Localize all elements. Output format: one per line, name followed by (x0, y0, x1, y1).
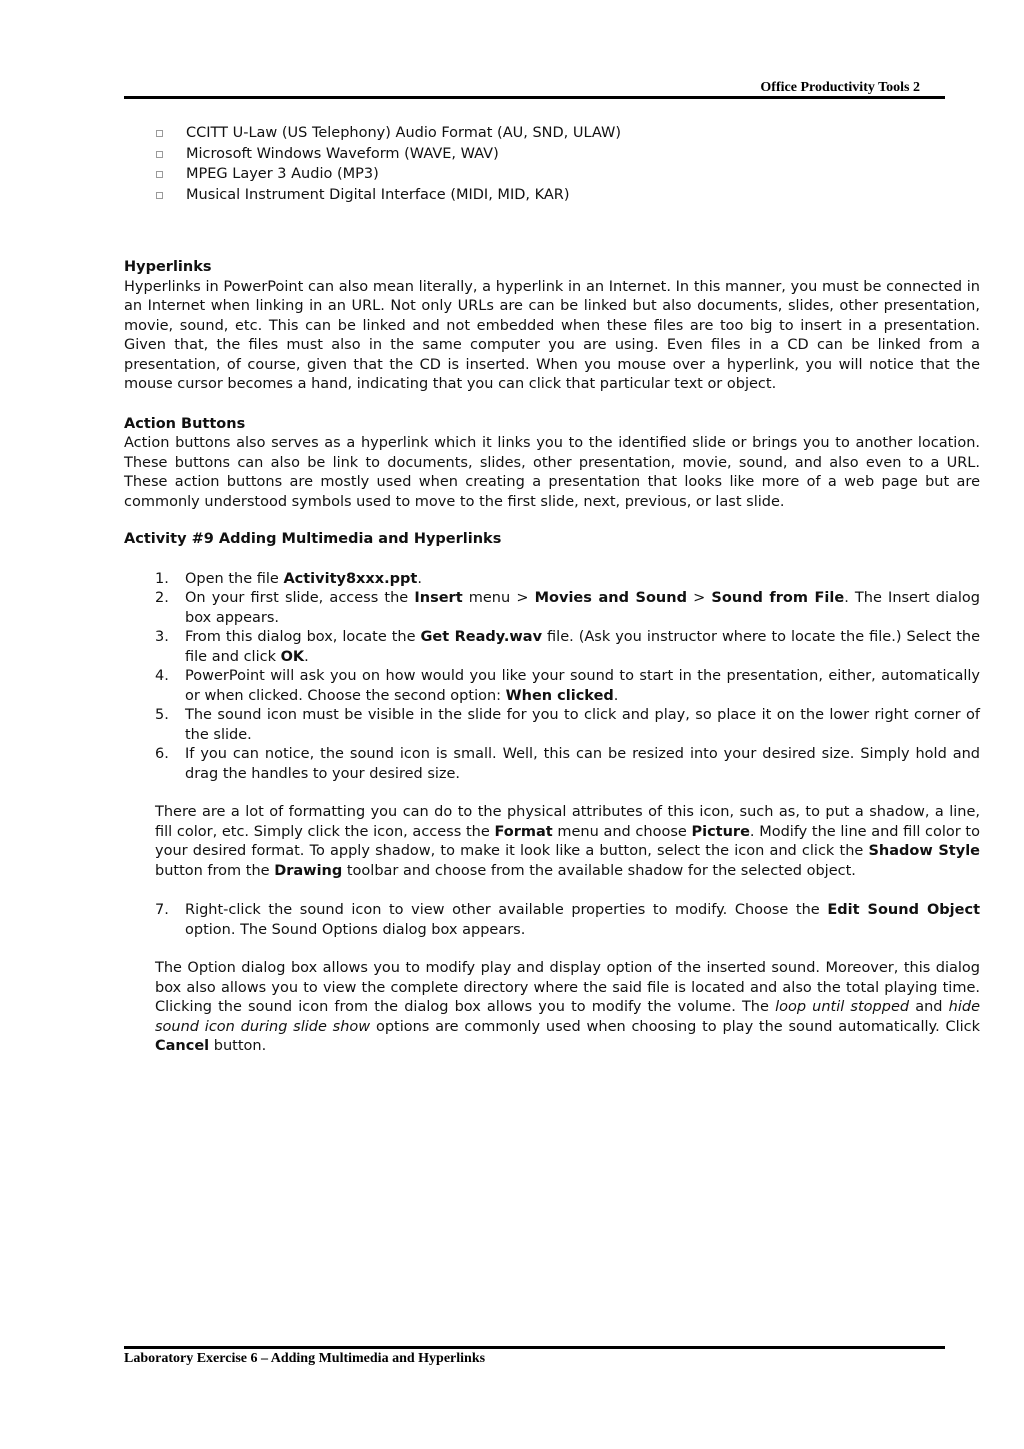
bold-text: Activity8xxx.ppt (283, 570, 418, 587)
bold-text: Get Ready.wav (420, 629, 543, 645)
bold-text: Insert (414, 590, 463, 606)
list-item: CCITT U-Law (US Telephony) Audio Format (AU, SND, ULAW) (154, 124, 980, 145)
text-run: menu > (462, 590, 535, 606)
text-run: option. The Sound Options dialog box appears. (185, 921, 526, 938)
activity-step (155, 706, 980, 745)
text-run: . Modify the line and fill color to your desired format. To apply shadow, to make it look like a button, select the icon and click the (155, 823, 980, 859)
text-run: > (686, 590, 712, 606)
text-run: and (909, 999, 949, 1015)
activity-step (155, 901, 980, 940)
audio-format-list (124, 124, 980, 206)
bold-text: Format (494, 823, 553, 840)
step-text (185, 746, 980, 782)
text-run: The sound icon must be visible in the slide for you to click and play, so place it on the lower right corner of the slide. (185, 707, 980, 743)
bold-text: Cancel (155, 1038, 210, 1054)
header-rule (124, 96, 945, 99)
step-number: 7. (155, 902, 169, 918)
text-run: options are commonly used when choosing to play the sound automatically. Click (370, 1018, 980, 1035)
bold-text: Movies and Sound (534, 590, 687, 606)
bold-text: Shadow Style (868, 843, 980, 859)
bold-text: Sound from File (711, 590, 845, 606)
italic-text: loop until stopped (775, 999, 910, 1015)
activity-step (155, 628, 980, 667)
list-item: MPEG Layer 3 Audio (MP3) (154, 165, 980, 186)
sound-options-paragraph (155, 959, 980, 1057)
footer-rule (124, 1346, 945, 1349)
text-run: Open the file (185, 570, 284, 587)
activity-step-seven-list (124, 901, 980, 940)
page-header-title: Office Productivity Tools 2 (760, 80, 920, 95)
bullet-square-icon (156, 151, 163, 158)
step-number: 1. (155, 570, 169, 587)
bold-text: Edit Sound Object (827, 902, 980, 918)
text-run: On your first slide, access the (185, 590, 415, 606)
bold-text: When clicked (505, 687, 614, 704)
text-run: toolbar and choose from the available shadow for the selected object. (342, 862, 856, 879)
text-run: If you can notice, the sound icon is small. Well, this can be resized into your desired size. Simply hold and drag the handles to your desired size. (185, 746, 980, 782)
step-number: 2. (155, 590, 169, 606)
bullet-square-icon (156, 171, 163, 178)
action-buttons-paragraph: Action buttons also serves as a hyperlink which it links you to the identified slide or brings you to another location. These buttons can also be link to documents, slides, other presentation, movie, sound, and also even to a URL. These action buttons are mostly used when creating a presentation that looks like more of a web page but are commonly understood symbols used to move to the first slide, next, previous, or last slide. (124, 435, 980, 510)
list-item: Microsoft Windows Waveform (WAVE, WAV) (154, 145, 980, 166)
text-run: . (613, 687, 619, 704)
step-number: 4. (155, 668, 169, 684)
step-text (185, 668, 980, 704)
text-run: PowerPoint will ask you on how would you like your sound to start in the presentation, either, automatically or when clicked. Choose the second option: (185, 668, 980, 704)
hyperlinks-paragraph: Hyperlinks in PowerPoint can also mean literally, a hyperlink in an Internet. In this manner, you must be connected in an Internet when linking in an URL. Not only URLs are can be linked but also documents, slides, other presentation, movie, sound, etc. This can be linked and not embedded when these files are too big to insert in a presentation. Given that, the files must also in the same computer you are using. Even files in a CD can be linked from a presentation, of course, given that the CD is inserted. When you mouse over a hyperlink, you will notice that the mouse cursor becomes a hand, indicating that you can click that particular text or object. (124, 278, 980, 392)
page-footer-title: Laboratory Exercise 6 – Adding Multimedia and Hyperlinks (124, 1351, 486, 1366)
step-text (185, 590, 980, 626)
activity-steps-list (124, 570, 980, 785)
step-text (185, 571, 422, 587)
text-run: button from the (155, 862, 275, 879)
activity-step (155, 667, 980, 706)
text-run: There are a lot of formatting you can do to the physical attributes of this icon, such as, to put a shadow, a line, fill color, etc. Simply click the icon, access the (155, 804, 980, 840)
text-run: . The Insert dialog box appears. (185, 590, 980, 626)
text-run: The Option dialog box allows you to modify play and display option of the inserted sound. Moreover, this dialog box also allows you to view the complete directory where the said file is located and also the total playing time. Clicking the sound icon from the dialog box allows you to modify the volume. The (155, 960, 980, 1015)
bullet-square-icon (156, 130, 163, 137)
text-run: menu and choose (552, 823, 692, 840)
step-text (185, 629, 980, 665)
activity-step (155, 745, 980, 784)
italic-text: hide sound icon during slide show (155, 999, 980, 1035)
activity-step (155, 570, 980, 590)
text-run: From this dialog box, locate the (185, 629, 421, 645)
text-run: Right-click the sound icon to view other available properties to modify. Choose the (185, 902, 828, 918)
text-run: file. (Ask you instructor where to locate the file.) Select the file and click (185, 629, 980, 665)
step-number: 6. (155, 746, 169, 762)
bold-text: Drawing (274, 862, 343, 879)
bold-text: OK (280, 648, 305, 665)
bullet-square-icon (156, 192, 163, 199)
step-number: 3. (155, 629, 169, 645)
list-item: Musical Instrument Digital Interface (MIDI, MID, KAR) (154, 186, 980, 207)
step-number: 5. (155, 707, 169, 723)
step-text (185, 902, 980, 938)
hyperlinks-heading: Hyperlinks (124, 259, 212, 275)
text-run: button. (209, 1038, 267, 1054)
activity-heading: Activity #9 Adding Multimedia and Hyperlinks (124, 531, 502, 547)
bold-text: Picture (691, 823, 750, 840)
action-buttons-heading: Action Buttons (124, 415, 246, 432)
page-content (124, 124, 980, 1057)
step-text (185, 707, 980, 743)
formatting-paragraph (155, 803, 980, 881)
text-run: . (304, 648, 309, 665)
activity-step (155, 589, 980, 628)
text-run: . (417, 570, 422, 587)
